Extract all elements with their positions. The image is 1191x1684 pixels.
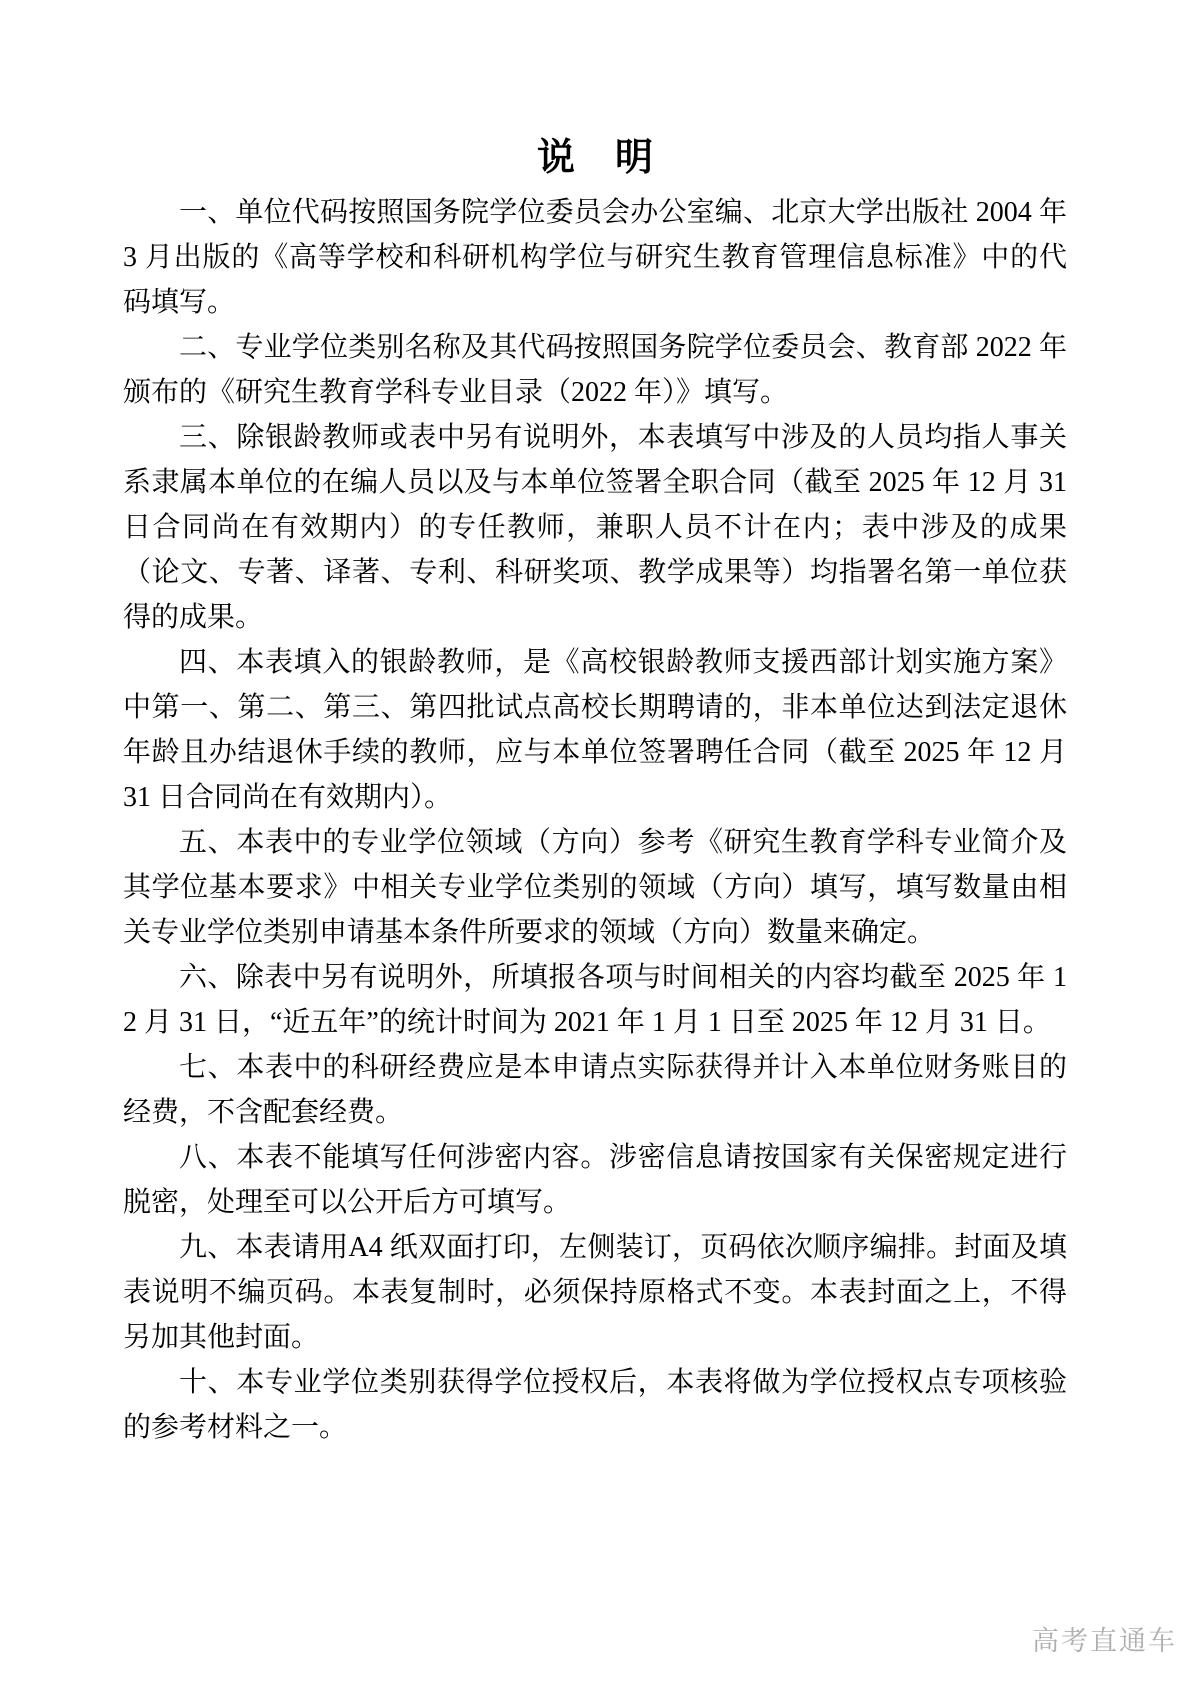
instruction-paragraph: 八、本表不能填写任何涉密内容。涉密信息请按国家有关保密规定进行脱密，处理至可以公开后方可填写。: [123, 1142, 1067, 1218]
instruction-paragraph: 十、本专业学位类别获得学位授权后，本表将做为学位授权点专项核验的参考材料之一。: [123, 1367, 1067, 1443]
instruction-paragraph: 一、单位代码按照国务院学位委员会办公室编、北京大学出版社 2004 年 3 月出版的《高等学校和科研机构学位与研究生教育管理信息标准》中的代码填写。: [123, 197, 1067, 318]
instructions-list: [123, 190, 1067, 1450]
instruction-paragraph: 九、本表请用A4 纸双面打印，左侧装订，页码依次顺序编排。封面及填表说明不编页码。本表复制时，必须保持原格式不变。本表封面之上，不得另加其他封面。: [123, 1232, 1067, 1353]
instruction-paragraph: 六、除表中另有说明外，所填报各项与时间相关的内容均截至 2025 年 12 月 31 日，“近五年”的统计时间为 2021 年 1 月 1 日至 2025 年 12 月 31 日。: [123, 962, 1067, 1038]
instruction-paragraph: 三、除银龄教师或表中另有说明外，本表填写中涉及的人员均指人事关系隶属本单位的在编人员以及与本单位签署全职合同（截至 2025 年 12 月 31 日合同尚在有效期内）的专任教师，兼职人员不计在内；表中涉及的成果（论文、专著、译著、专利、科研奖项、教学成果等）均指署名第一单位获得的成果。: [123, 422, 1067, 633]
instruction-paragraph: 五、本表中的专业学位领域（方向）参考《研究生教育学科专业简介及其学位基本要求》中相关专业学位类别的领域（方向）填写，填写数量由相关专业学位类别申请基本条件所要求的领域（方向）数量来确定。: [123, 827, 1067, 948]
page-title: 说 明: [536, 137, 654, 179]
instruction-paragraph: 七、本表中的科研经费应是本申请点实际获得并计入本单位财务账目的经费，不含配套经费。: [123, 1052, 1067, 1128]
watermark: 高考直通车: [1032, 1626, 1177, 1656]
instruction-paragraph: 二、专业学位类别名称及其代码按照国务院学位委员会、教育部 2022 年颁布的《研究生教育学科专业目录（2022 年）》填写。: [123, 332, 1067, 408]
instruction-paragraph: 四、本表填入的银龄教师，是《高校银龄教师支援西部计划实施方案》中第一、第二、第三、第四批试点高校长期聘请的，非本单位达到法定退休年龄且办结退休手续的教师，应与本单位签署聘任合同（截至 2025 年 12 月 31 日合同尚在有效期内）。: [123, 647, 1067, 813]
